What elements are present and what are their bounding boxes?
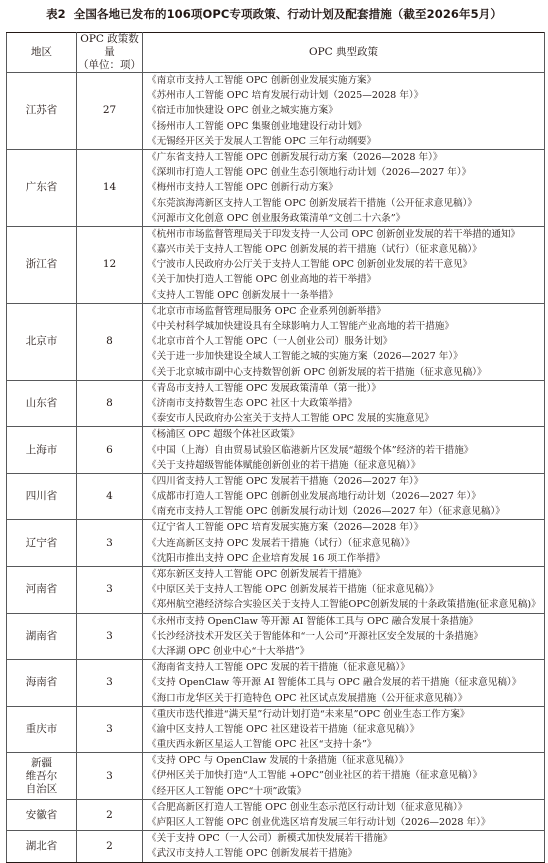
policy-item: 《济南市支持数智生态 OPC 社区十大政策举措》 <box>147 397 358 409</box>
table-row <box>7 613 545 660</box>
region-name: 江苏省 <box>25 104 58 117</box>
policy-count: 8 <box>77 380 143 427</box>
region-cell <box>7 303 77 380</box>
region-name: 辽宁省 <box>25 536 58 549</box>
policy-list <box>143 380 545 427</box>
header-count-line2: （单位：项） <box>78 59 141 71</box>
policy-item: 《青岛市支持人工智能 OPC 发展政策清单（第一批）》 <box>147 382 382 394</box>
policy-item: 《北京市市场监督管理局服务 OPC 企业系列创新举措》 <box>147 305 386 317</box>
policy-list <box>143 706 545 753</box>
policy-list <box>143 427 545 474</box>
policy-count: 2 <box>77 831 143 862</box>
region-name: 北京市 <box>25 335 58 348</box>
region-name: 浙江省 <box>25 258 58 271</box>
region-cell <box>7 660 77 707</box>
policy-count: 12 <box>77 226 143 303</box>
policy-count: 4 <box>77 473 143 520</box>
region-cell <box>7 567 77 614</box>
table-row <box>7 380 545 427</box>
table-row <box>7 73 545 150</box>
policy-count: 27 <box>77 73 143 150</box>
policy-item: 《深圳市打造人工智能 OPC 创业生态引领地行动计划（2026—2027 年）》 <box>147 167 472 179</box>
policy-list <box>143 520 545 567</box>
region-name: 山东省 <box>25 397 58 410</box>
policy-item: 《永州市支持 OpenClaw 等开源 AI 智能体工具与 OPC 融合发展十条措施》 <box>147 615 479 627</box>
policy-item: 《支持 OpenClaw 等开源 AI 智能体工具与 OPC 融合发展的若干措施（征求意见稿）》 <box>147 677 522 689</box>
region-name: 湖南省 <box>25 629 58 642</box>
region-cell <box>7 753 77 800</box>
policy-item: 《大连高新区支持 OPC 发展若干措施（试行）（征求意见稿）》 <box>147 537 415 549</box>
policy-item: 《梅州市支持人工智能 OPC 创新行动方案》 <box>147 182 338 194</box>
policy-item: 《关于北京城市副中心支持数智创新 OPC 创新发展的若干措施（征求意见稿）》 <box>147 366 487 378</box>
policy-item: 《南充市支持人工智能 OPC 创新发展行动计划（2026—2027 年）（征求意见稿）》 <box>147 506 505 518</box>
region-cell <box>7 73 77 150</box>
policy-item: 《宁波市人民政府办公厅关于支持人工智能 OPC 创新创业发展的若干意见》 <box>147 259 473 271</box>
policy-count: 3 <box>77 613 143 660</box>
policy-item: 《支持人工智能 OPC 创新发展十一条举措》 <box>147 289 338 301</box>
table-row <box>7 427 545 474</box>
policy-item: 《伊州区关于加快打造“人工智能 +OPC”创业社区的若干措施（征求意见稿）》 <box>147 770 483 782</box>
policy-item: 《宿迁市加快建设 OPC 创业之城实施方案》 <box>147 105 338 117</box>
table-row <box>7 226 545 303</box>
policy-item: 《大泽湖 OPC 创业中心“十大举措”》 <box>147 645 310 657</box>
policy-item: 《关于进一步加快建设全域人工智能之城的实施方案（2026—2027 年）》 <box>147 351 463 363</box>
region-name: 上海市 <box>25 443 58 456</box>
policy-item: 《中原区关于支持人工智能 OPC 创新发展若干措施（征求意见稿）》 <box>147 584 439 596</box>
header-region: 地区 <box>7 33 77 73</box>
policy-item: 《长沙经济技术开发区关于智能体和“一人公司”开源社区安全发展的十条措施》 <box>147 630 483 642</box>
table-row <box>7 831 545 862</box>
policy-item: 《重庆西永新区星运人工智能 OPC 社区“支持十条”》 <box>147 739 377 751</box>
policy-count: 3 <box>77 753 143 800</box>
table-number: 表2 <box>46 7 66 21</box>
table-row <box>7 520 545 567</box>
region-name: 新疆 <box>31 756 52 769</box>
policy-item: 《北京市首个人工智能 OPC（一人创业公司）服务计划》 <box>147 336 393 348</box>
policy-count: 3 <box>77 567 143 614</box>
policy-item: 《庐阳区人工智能 OPC 创业优选区培育发展三年行动计划（2026—2028 年）》 <box>147 817 491 828</box>
region-name: 重庆市 <box>25 722 58 735</box>
policy-item: 《海南省支持人工智能 OPC 发展的若干措施（征求意见稿）》 <box>147 662 410 674</box>
policy-item: 《郑东新区支持人工智能 OPC 创新发展若干措施》 <box>147 569 367 580</box>
policy-list <box>143 753 545 800</box>
region-cell <box>7 427 77 474</box>
region-name: 安徽省 <box>25 808 58 821</box>
policy-list <box>143 149 545 226</box>
policy-item: 《沈阳市推出支持 OPC 企业培育发展 16 项工作举措》 <box>147 552 385 564</box>
policy-item: 《武汉市支持人工智能 OPC 创新发展若干措施》 <box>147 848 358 860</box>
policy-item: 《支持 OPC 与 OpenClaw 发展的十条措施（征求意见稿）》 <box>147 755 409 767</box>
policy-item: 《泰安市人民政府办公室关于支持人工智能 OPC 发展的实施意见》 <box>147 413 434 425</box>
policy-list <box>143 473 545 520</box>
table-row <box>7 706 545 753</box>
region-name: 广东省 <box>25 181 58 194</box>
table-title: 全国各地已发布的106项OPC专项政策、行动计划及配套措施（截至2026年5月） <box>73 7 502 21</box>
policy-item: 《渝中区支持人工智能 OPC 社区建设若干措施（征求意见稿）》 <box>147 723 420 735</box>
region-cell <box>7 149 77 226</box>
region-cell <box>7 706 77 753</box>
policy-count: 2 <box>77 799 143 830</box>
policy-item: 《海口市龙华区关于打造特色 OPC 社区试点发展措施（公开征求意见稿）》 <box>147 692 468 704</box>
policy-item: 《苏州市人工智能 OPC 培育发展行动计划（2025—2028 年）》 <box>147 90 424 102</box>
policy-item: 《扬州市人工智能 OPC 集聚创业地建设行动计划》 <box>147 120 367 132</box>
table-row <box>7 473 545 520</box>
region-cell <box>7 473 77 520</box>
table-row <box>7 799 545 830</box>
table-row <box>7 660 545 707</box>
policy-item: 《成都市打造人工智能 OPC 创新创业发展高地行动计划（2026—2027 年）》 <box>147 491 481 503</box>
region-name: 维吾尔 <box>25 769 58 782</box>
table-caption <box>0 6 548 22</box>
policy-item: 《广东省支持人工智能 OPC 创新发展行动方案（2026—2028 年）》 <box>147 151 443 163</box>
policy-count: 3 <box>77 660 143 707</box>
policy-item: 《辽宁省人工智能 OPC 培育发展实施方案（2026—2028 年）》 <box>147 522 424 534</box>
header-count <box>77 33 143 73</box>
policy-item: 《合肥高新区打造人工智能 OPC 创业生态示范区行动计划（征求意见稿）》 <box>147 801 468 813</box>
policy-table <box>6 32 545 863</box>
region-cell <box>7 799 77 830</box>
policy-list <box>143 73 545 150</box>
region-cell <box>7 226 77 303</box>
region-name: 湖北省 <box>25 839 58 852</box>
header-policies: OPC 典型政策 <box>143 33 545 73</box>
policy-count: 14 <box>77 149 143 226</box>
policy-count: 3 <box>77 706 143 753</box>
policy-count: 8 <box>77 303 143 380</box>
policy-item: 《杨浦区 OPC 超级个体社区政策》 <box>147 429 300 441</box>
region-name: 四川省 <box>25 490 58 503</box>
table-body <box>7 73 545 863</box>
policy-item: 《关于支持 OPC（一人公司）新模式加快发展若干措施》 <box>147 833 393 845</box>
table-header-row <box>7 33 545 73</box>
policy-item: 《南京市支持人工智能 OPC 创新创业发展实施方案》 <box>147 75 377 86</box>
policy-count: 6 <box>77 427 143 474</box>
region-name: 海南省 <box>25 676 58 689</box>
policy-list <box>143 613 545 660</box>
policy-item: 《中关村科学城加快建设具有全球影响力人工智能产业高地的若干措施》 <box>147 321 454 332</box>
policy-item: 《嘉兴市关于支持人工智能 OPC 创新发展的若干措施（试行）（征求意见稿）》 <box>147 244 482 256</box>
header-count-line1: OPC 政策数量 <box>80 33 139 58</box>
policy-item: 《关于支持超级智能体赋能创新创业的若干措施（征求意见稿）》 <box>147 459 421 471</box>
policy-item: 《四川省支持人工智能 OPC 发展若干措施（2026—2027 年）》 <box>147 475 424 487</box>
table-row <box>7 567 545 614</box>
policy-item: 《东莞滨海湾新区支持人工智能 OPC 创新发展若干措施（公开征求意见稿）》 <box>147 197 477 209</box>
policy-item: 《经开区人工智能 OPC“十项”政策》 <box>147 785 307 797</box>
policy-list <box>143 799 545 830</box>
table-row <box>7 753 545 800</box>
policy-item: 《杭州市市场监督管理局关于印发支持一人公司 OPC 创新创业发展的若干举措的通知》 <box>147 228 521 240</box>
policy-item: 《无锡经开区关于发展人工智能 OPC 三年行动纲要》 <box>147 135 377 147</box>
policy-list <box>143 660 545 707</box>
region-cell <box>7 380 77 427</box>
table-row <box>7 303 545 380</box>
policy-item: 《关于加快打造人工智能 OPC 创业高地的若干举措》 <box>147 274 377 286</box>
policy-list <box>143 567 545 614</box>
policy-list <box>143 303 545 380</box>
policy-count: 3 <box>77 520 143 567</box>
table-row <box>7 149 545 226</box>
region-name: 河南省 <box>25 583 58 596</box>
region-cell <box>7 613 77 660</box>
policy-item: 《郑州航空港经济综合实验区关于支持人工智能OPC创新发展的十条政策措施(征求意见稿)》 <box>147 599 541 611</box>
region-cell <box>7 520 77 567</box>
policy-item: 《重庆市迭代推进“满天星”行动计划打造“未来星”OPC 创业生态工作方案》 <box>147 708 470 720</box>
policy-item: 《河源市文化创意 OPC 创业服务政策清单“文创二十六条”》 <box>147 212 406 224</box>
policy-item: 《中国（上海）自由贸易试验区临港新片区发展“超级个体”经济的若干措施》 <box>147 444 474 456</box>
policy-list <box>143 226 545 303</box>
region-cell <box>7 831 77 862</box>
policy-list <box>143 831 545 862</box>
region-name: 自治区 <box>25 782 58 795</box>
